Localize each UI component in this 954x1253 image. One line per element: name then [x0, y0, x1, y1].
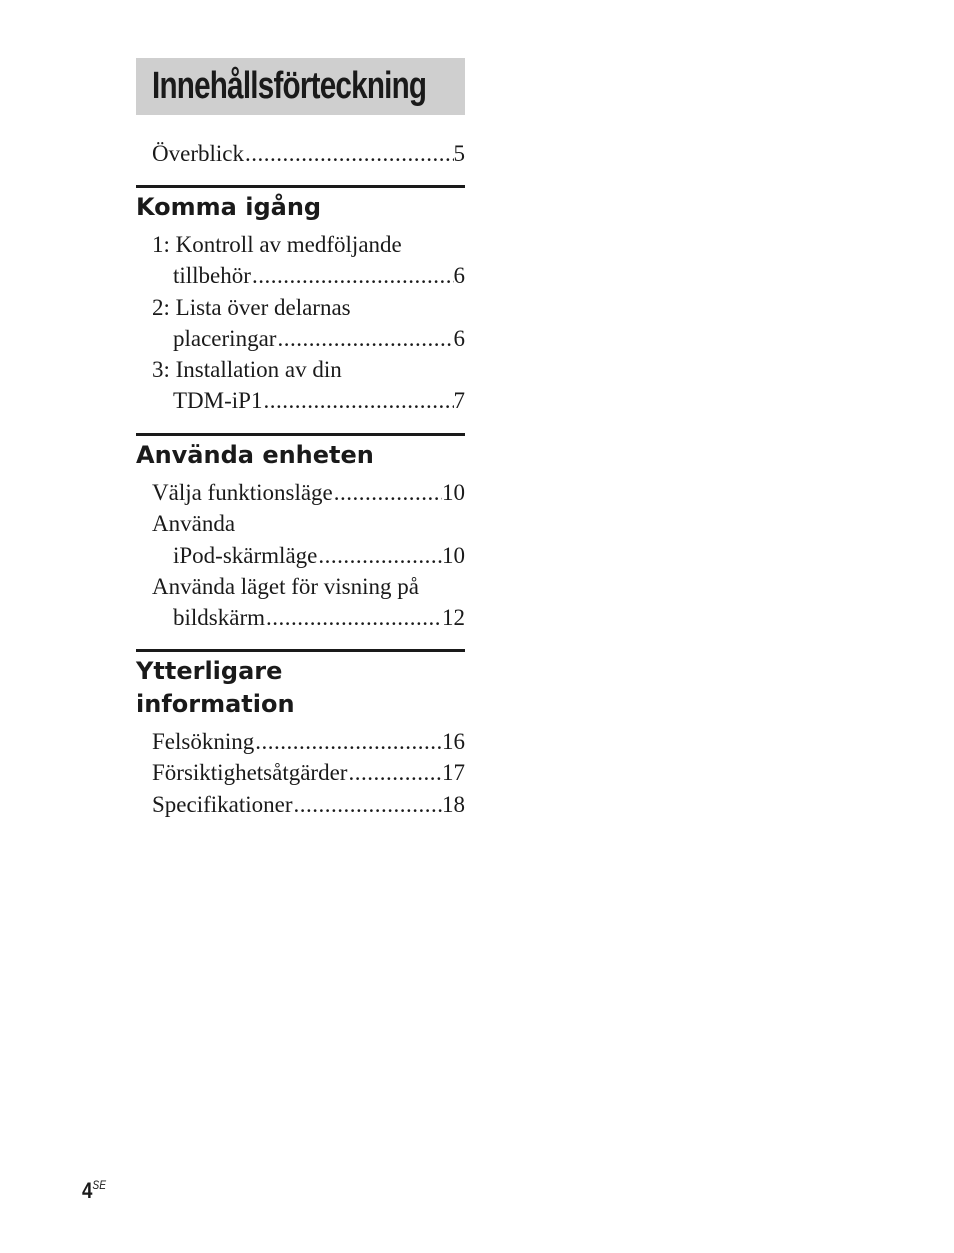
toc-entry[interactable] [152, 726, 465, 757]
toc-title-box [136, 58, 465, 115]
toc-entry-page: 6 [453, 263, 465, 288]
section-heading-anvanda-enheten: Använda enheten [136, 441, 374, 469]
toc-entry-page: 17 [442, 760, 465, 785]
leader-dots [347, 757, 442, 788]
toc-entry[interactable] [152, 757, 465, 788]
leader-dots [293, 789, 442, 820]
toc-entry[interactable] [152, 477, 465, 508]
toc-entry[interactable] [173, 385, 465, 416]
leader-dots [317, 540, 442, 571]
toc-entry-label: tillbehör [173, 263, 251, 288]
toc-entry-label: Välja funktionsläge [152, 480, 333, 505]
toc-entry-label: Felsökning [152, 729, 255, 754]
toc-entry-label: Försiktighetsåtgärder [152, 760, 348, 785]
toc-entry-page: 7 [453, 388, 465, 413]
toc-entry-page: 10 [442, 480, 465, 505]
page-number-suffix: SE [92, 1178, 107, 1192]
leader-dots [251, 260, 454, 291]
leader-dots [265, 602, 442, 633]
toc-entry-line1[interactable]: 1: Kontroll av medföljande [152, 232, 402, 257]
toc-entry-line1[interactable]: 3: Installation av din [152, 357, 342, 382]
section-heading-information: information [136, 690, 295, 718]
section-divider [136, 433, 465, 436]
toc-entry-label: bildskärm [173, 605, 265, 630]
toc-entry-label: iPod-skärmläge [173, 543, 318, 568]
toc-entry-label: TDM-iP1 [173, 388, 263, 413]
leader-dots [276, 323, 453, 354]
section-divider [136, 649, 465, 652]
toc-entry[interactable] [152, 789, 465, 820]
section-heading-komma-igang: Komma igång [136, 193, 322, 221]
toc-entry-page: 6 [453, 326, 465, 351]
page-number [82, 1178, 106, 1204]
toc-entry[interactable] [173, 602, 465, 633]
section-heading-ytterligare: Ytterligare [136, 657, 283, 685]
toc-entry-page: 16 [442, 729, 465, 754]
leader-dots [254, 726, 442, 757]
page-number-value: 4 [82, 1178, 93, 1203]
section-divider [136, 185, 465, 188]
leader-dots [244, 138, 454, 169]
toc-entry-line1[interactable]: Använda [152, 511, 236, 536]
toc-entry-page: 18 [442, 792, 465, 817]
toc-entry-line1[interactable]: Använda läget för visning på [152, 574, 419, 599]
leader-dots [333, 477, 442, 508]
toc-entry-overview[interactable] [152, 138, 465, 169]
toc-entry[interactable] [173, 260, 465, 291]
toc-entry[interactable] [173, 323, 465, 354]
toc-entry-page: 10 [442, 543, 465, 568]
toc-entry-label: Överblick [152, 141, 244, 166]
toc-entry-page: 12 [442, 605, 465, 630]
leader-dots [262, 385, 453, 416]
toc-entry-label: placeringar [173, 326, 277, 351]
toc-entry-label: Specifikationer [152, 792, 293, 817]
toc-entry-line1[interactable]: 2: Lista över delarnas [152, 295, 351, 320]
toc-entry[interactable] [173, 540, 465, 571]
toc-entry-page: 5 [453, 141, 465, 166]
page-title: Innehållsförteckning [152, 65, 427, 107]
